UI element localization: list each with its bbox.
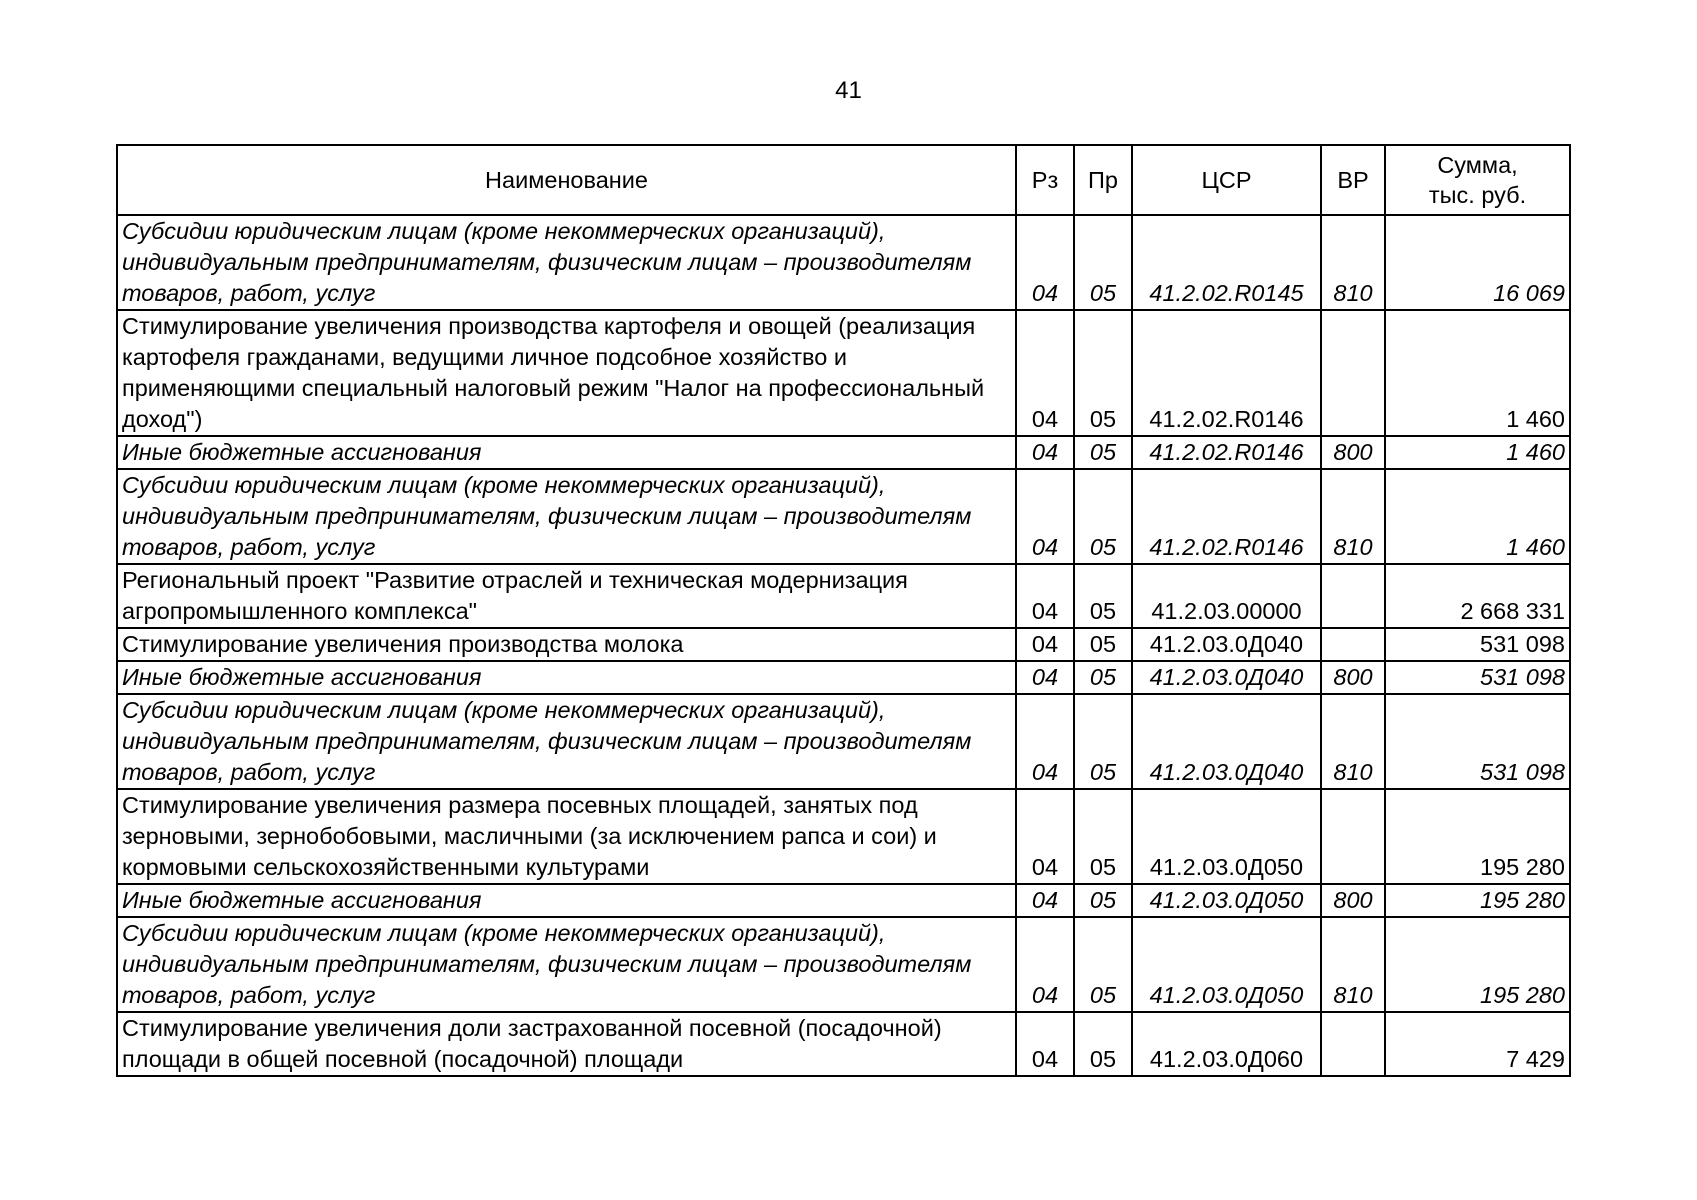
header-pr: Пр — [1074, 145, 1132, 215]
cell-pr: 05 — [1074, 694, 1132, 789]
cell-rz: 04 — [1016, 564, 1074, 628]
header-sum — [1385, 145, 1570, 215]
table-row — [117, 564, 1570, 628]
cell-vr: 800 — [1321, 661, 1385, 694]
table-row — [117, 789, 1570, 884]
cell-rz: 04 — [1016, 789, 1074, 884]
cell-csr: 41.2.03.0Д050 — [1132, 884, 1321, 917]
cell-name: Иные бюджетные ассигнования — [117, 661, 1016, 694]
cell-sum: 16 069 — [1385, 215, 1570, 310]
page-number: 41 — [835, 77, 862, 104]
header-sum-line2: тыс. руб. — [1428, 182, 1527, 208]
cell-csr: 41.2.02.R0145 — [1132, 215, 1321, 310]
cell-name: Региональный проект "Развитие отраслей и техническая модернизация агропромышленного комплекса" — [117, 564, 1016, 628]
table-row — [117, 884, 1570, 917]
budget-table — [116, 144, 1571, 1077]
cell-name: Стимулирование увеличения производства картофеля и овощей (реализация картофеля гражданами, ведущими личное подсобное хозяйство и применяющими специальный налоговый режим "Налог на профессиональный доход") — [117, 310, 1016, 436]
cell-name: Стимулирование увеличения доли застрахованной посевной (посадочной) площади в общей посевной (посадочной) площади — [117, 1012, 1016, 1076]
table-row — [117, 694, 1570, 789]
cell-sum: 1 460 — [1385, 310, 1570, 436]
cell-sum: 195 280 — [1385, 917, 1570, 1012]
cell-name: Иные бюджетные ассигнования — [117, 884, 1016, 917]
cell-vr: 810 — [1321, 215, 1385, 310]
cell-rz: 04 — [1016, 661, 1074, 694]
table-row — [117, 917, 1570, 1012]
cell-pr: 05 — [1074, 310, 1132, 436]
cell-rz: 04 — [1016, 917, 1074, 1012]
cell-sum: 195 280 — [1385, 789, 1570, 884]
table-row — [117, 1012, 1570, 1076]
table-body — [117, 215, 1570, 1076]
cell-vr: 800 — [1321, 436, 1385, 469]
header-sum-line1: Сумма, — [1437, 152, 1518, 178]
cell-sum: 7 429 — [1385, 1012, 1570, 1076]
cell-vr — [1321, 628, 1385, 661]
cell-csr: 41.2.03.0Д050 — [1132, 917, 1321, 1012]
cell-vr: 810 — [1321, 694, 1385, 789]
cell-name: Субсидии юридическим лицам (кроме некоммерческих организаций), индивидуальным предпринимателям, физическим лицам – производителям товаров, работ, услуг — [117, 469, 1016, 564]
cell-csr: 41.2.02.R0146 — [1132, 436, 1321, 469]
cell-pr: 05 — [1074, 628, 1132, 661]
cell-vr — [1321, 789, 1385, 884]
cell-csr: 41.2.03.0Д040 — [1132, 694, 1321, 789]
cell-vr — [1321, 310, 1385, 436]
cell-vr: 800 — [1321, 884, 1385, 917]
header-rz: Рз — [1016, 145, 1074, 215]
table-row — [117, 215, 1570, 310]
cell-sum: 531 098 — [1385, 661, 1570, 694]
cell-csr: 41.2.03.0Д050 — [1132, 789, 1321, 884]
table-row — [117, 628, 1570, 661]
table-row — [117, 661, 1570, 694]
header-csr: ЦСР — [1132, 145, 1321, 215]
cell-rz: 04 — [1016, 1012, 1074, 1076]
cell-pr: 05 — [1074, 917, 1132, 1012]
cell-rz: 04 — [1016, 884, 1074, 917]
cell-name: Субсидии юридическим лицам (кроме некоммерческих организаций), индивидуальным предпринимателям, физическим лицам – производителям товаров, работ, услуг — [117, 917, 1016, 1012]
cell-vr: 810 — [1321, 917, 1385, 1012]
cell-sum: 1 460 — [1385, 436, 1570, 469]
cell-vr: 810 — [1321, 469, 1385, 564]
header-vr: ВР — [1321, 145, 1385, 215]
table-row — [117, 469, 1570, 564]
cell-sum: 531 098 — [1385, 694, 1570, 789]
cell-pr: 05 — [1074, 661, 1132, 694]
cell-name: Стимулирование увеличения размера посевных площадей, занятых под зерновыми, зернобобовыми, масличными (за исключением рапса и сои) и кормовыми сельскохозяйственными культурами — [117, 789, 1016, 884]
header-name: Наименование — [117, 145, 1016, 215]
table-row — [117, 310, 1570, 436]
cell-csr: 41.2.03.0Д040 — [1132, 661, 1321, 694]
cell-name: Субсидии юридическим лицам (кроме некоммерческих организаций), индивидуальным предпринимателям, физическим лицам – производителям товаров, работ, услуг — [117, 215, 1016, 310]
cell-pr: 05 — [1074, 789, 1132, 884]
cell-rz: 04 — [1016, 469, 1074, 564]
table-row — [117, 436, 1570, 469]
cell-pr: 05 — [1074, 215, 1132, 310]
cell-pr: 05 — [1074, 436, 1132, 469]
cell-rz: 04 — [1016, 310, 1074, 436]
cell-rz: 04 — [1016, 628, 1074, 661]
table-header-row — [117, 145, 1570, 215]
cell-csr: 41.2.03.00000 — [1132, 564, 1321, 628]
cell-sum: 531 098 — [1385, 628, 1570, 661]
cell-pr: 05 — [1074, 469, 1132, 564]
cell-rz: 04 — [1016, 436, 1074, 469]
cell-name: Иные бюджетные ассигнования — [117, 436, 1016, 469]
cell-name: Стимулирование увеличения производства молока — [117, 628, 1016, 661]
cell-sum: 1 460 — [1385, 469, 1570, 564]
cell-vr — [1321, 564, 1385, 628]
cell-sum: 195 280 — [1385, 884, 1570, 917]
cell-csr: 41.2.03.0Д060 — [1132, 1012, 1321, 1076]
cell-rz: 04 — [1016, 694, 1074, 789]
cell-pr: 05 — [1074, 1012, 1132, 1076]
cell-csr: 41.2.02.R0146 — [1132, 310, 1321, 436]
cell-pr: 05 — [1074, 884, 1132, 917]
cell-rz: 04 — [1016, 215, 1074, 310]
cell-csr: 41.2.03.0Д040 — [1132, 628, 1321, 661]
cell-sum: 2 668 331 — [1385, 564, 1570, 628]
cell-name: Субсидии юридическим лицам (кроме некоммерческих организаций), индивидуальным предпринимателям, физическим лицам – производителям товаров, работ, услуг — [117, 694, 1016, 789]
cell-csr: 41.2.02.R0146 — [1132, 469, 1321, 564]
cell-pr: 05 — [1074, 564, 1132, 628]
cell-vr — [1321, 1012, 1385, 1076]
